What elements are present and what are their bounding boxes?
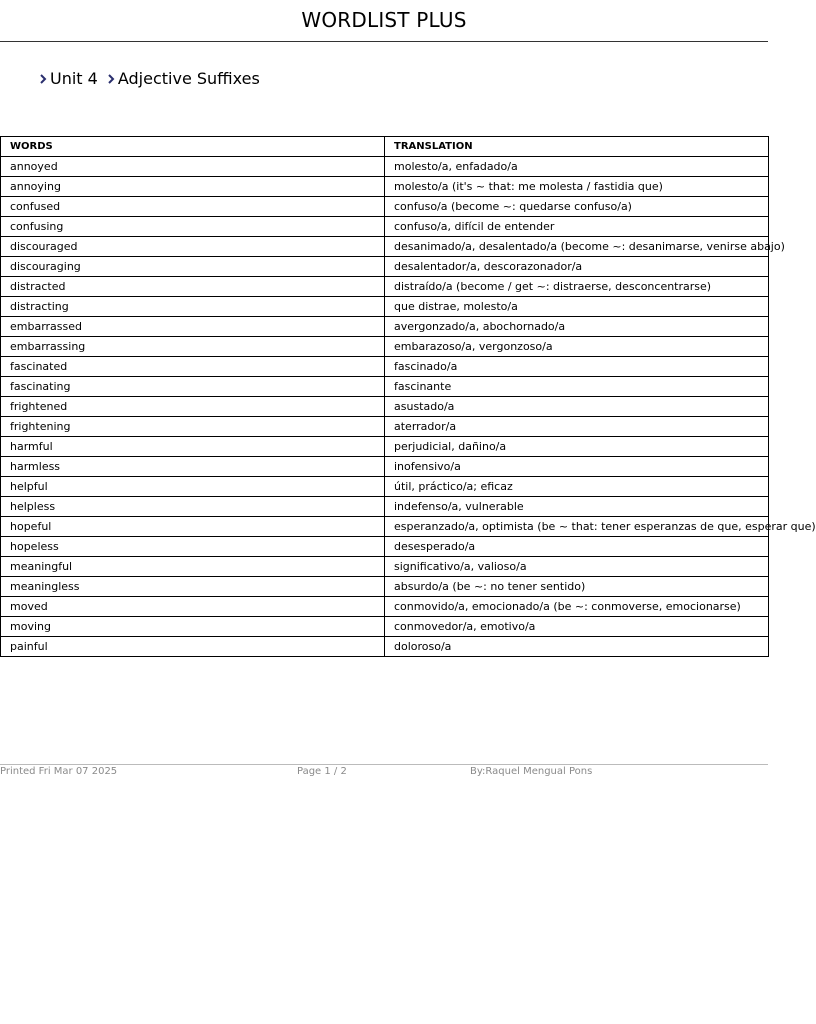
word-cell: hopeless xyxy=(1,537,385,557)
word-cell: confusing xyxy=(1,217,385,237)
table-row xyxy=(1,557,769,577)
translation-cell: desalentador/a, descorazonador/a xyxy=(385,257,769,277)
breadcrumb-item-topic[interactable] xyxy=(106,68,268,88)
printed-date: Printed Fri Mar 07 2025 xyxy=(0,766,118,777)
table-row xyxy=(1,637,769,657)
table-row xyxy=(1,377,769,397)
translation-cell: asustado/a xyxy=(385,397,769,417)
translation-cell: aterrador/a xyxy=(385,417,769,437)
chevron-right-icon xyxy=(38,68,48,88)
table-row xyxy=(1,337,769,357)
word-cell: embarrassed xyxy=(1,317,385,337)
breadcrumb-item-unit[interactable] xyxy=(38,68,106,88)
translation-cell: avergonzado/a, abochornado/a xyxy=(385,317,769,337)
translation-cell: significativo/a, valioso/a xyxy=(385,557,769,577)
word-cell: harmful xyxy=(1,437,385,457)
word-cell: meaningless xyxy=(1,577,385,597)
table-row xyxy=(1,417,769,437)
word-cell: fascinated xyxy=(1,357,385,377)
table-row xyxy=(1,177,769,197)
table-row xyxy=(1,457,769,477)
word-cell: helpless xyxy=(1,497,385,517)
breadcrumb xyxy=(38,68,268,88)
table-row xyxy=(1,577,769,597)
table-row xyxy=(1,277,769,297)
table-row xyxy=(1,617,769,637)
page-title: WORDLIST PLUS xyxy=(301,8,467,32)
word-cell: frightened xyxy=(1,397,385,417)
table-row xyxy=(1,157,769,177)
translation-cell: fascinante xyxy=(385,377,769,397)
translation-cell: desanimado/a, desalentado/a (become ~: desanimarse, venirse abajo) xyxy=(385,237,769,257)
table-row xyxy=(1,297,769,317)
table-row xyxy=(1,477,769,497)
translation-cell: fascinado/a xyxy=(385,357,769,377)
table-row xyxy=(1,317,769,337)
translation-cell: conmovido/a, emocionado/a (be ~: conmoverse, emocionarse) xyxy=(385,597,769,617)
translation-cell: inofensivo/a xyxy=(385,457,769,477)
table-row xyxy=(1,397,769,417)
translation-cell: distraído/a (become / get ~: distraerse, desconcentrarse) xyxy=(385,277,769,297)
word-cell: annoyed xyxy=(1,157,385,177)
translation-cell: embarazoso/a, vergonzoso/a xyxy=(385,337,769,357)
table-header-row xyxy=(1,137,769,157)
word-cell: harmless xyxy=(1,457,385,477)
translation-cell: indefenso/a, vulnerable xyxy=(385,497,769,517)
table-row xyxy=(1,197,769,217)
translation-cell: que distrae, molesto/a xyxy=(385,297,769,317)
page-number: Page 1 / 2 xyxy=(297,766,347,777)
word-cell: distracted xyxy=(1,277,385,297)
translation-cell: conmovedor/a, emotivo/a xyxy=(385,617,769,637)
word-cell: helpful xyxy=(1,477,385,497)
word-cell: discouraging xyxy=(1,257,385,277)
table-row xyxy=(1,217,769,237)
word-cell: discouraged xyxy=(1,237,385,257)
translation-cell: esperanzado/a, optimista (be ~ that: tener esperanzas de que, esperar que) xyxy=(385,517,769,537)
translation-cell: confuso/a (become ~: quedarse confuso/a) xyxy=(385,197,769,217)
breadcrumb-label: Adjective Suffixes xyxy=(117,68,260,88)
page-header xyxy=(0,0,768,42)
translation-cell: doloroso/a xyxy=(385,637,769,657)
table-row xyxy=(1,517,769,537)
word-cell: moving xyxy=(1,617,385,637)
table-body xyxy=(1,157,816,657)
table-row xyxy=(1,237,769,257)
word-cell: moved xyxy=(1,597,385,617)
word-cell: embarrassing xyxy=(1,337,385,357)
column-header-translation: TRANSLATION xyxy=(385,137,769,157)
page-footer xyxy=(0,764,768,783)
chevron-right-icon xyxy=(106,68,116,88)
table-row xyxy=(1,597,769,617)
word-cell: annoying xyxy=(1,177,385,197)
translation-cell: molesto/a (it's ~ that: me molesta / fastidia que) xyxy=(385,177,769,197)
table-row xyxy=(1,537,769,557)
translation-cell: molesto/a, enfadado/a xyxy=(385,157,769,177)
translation-cell: útil, práctico/a; eficaz xyxy=(385,477,769,497)
word-cell: confused xyxy=(1,197,385,217)
translation-cell: desesperado/a xyxy=(385,537,769,557)
author: By:Raquel Mengual Pons xyxy=(470,766,593,777)
word-cell: fascinating xyxy=(1,377,385,397)
word-cell: frightening xyxy=(1,417,385,437)
column-header-words: WORDS xyxy=(1,137,385,157)
word-cell: distracting xyxy=(1,297,385,317)
table-row xyxy=(1,257,769,277)
table-row xyxy=(1,357,769,377)
wordlist-table xyxy=(0,136,816,657)
table-row xyxy=(1,497,769,517)
table-row xyxy=(1,437,769,457)
word-cell: hopeful xyxy=(1,517,385,537)
word-cell: meaningful xyxy=(1,557,385,577)
translation-cell: confuso/a, difícil de entender xyxy=(385,217,769,237)
breadcrumb-label: Unit 4 xyxy=(50,68,98,88)
translation-cell: perjudicial, dañino/a xyxy=(385,437,769,457)
word-cell: painful xyxy=(1,637,385,657)
translation-cell: absurdo/a (be ~: no tener sentido) xyxy=(385,577,769,597)
